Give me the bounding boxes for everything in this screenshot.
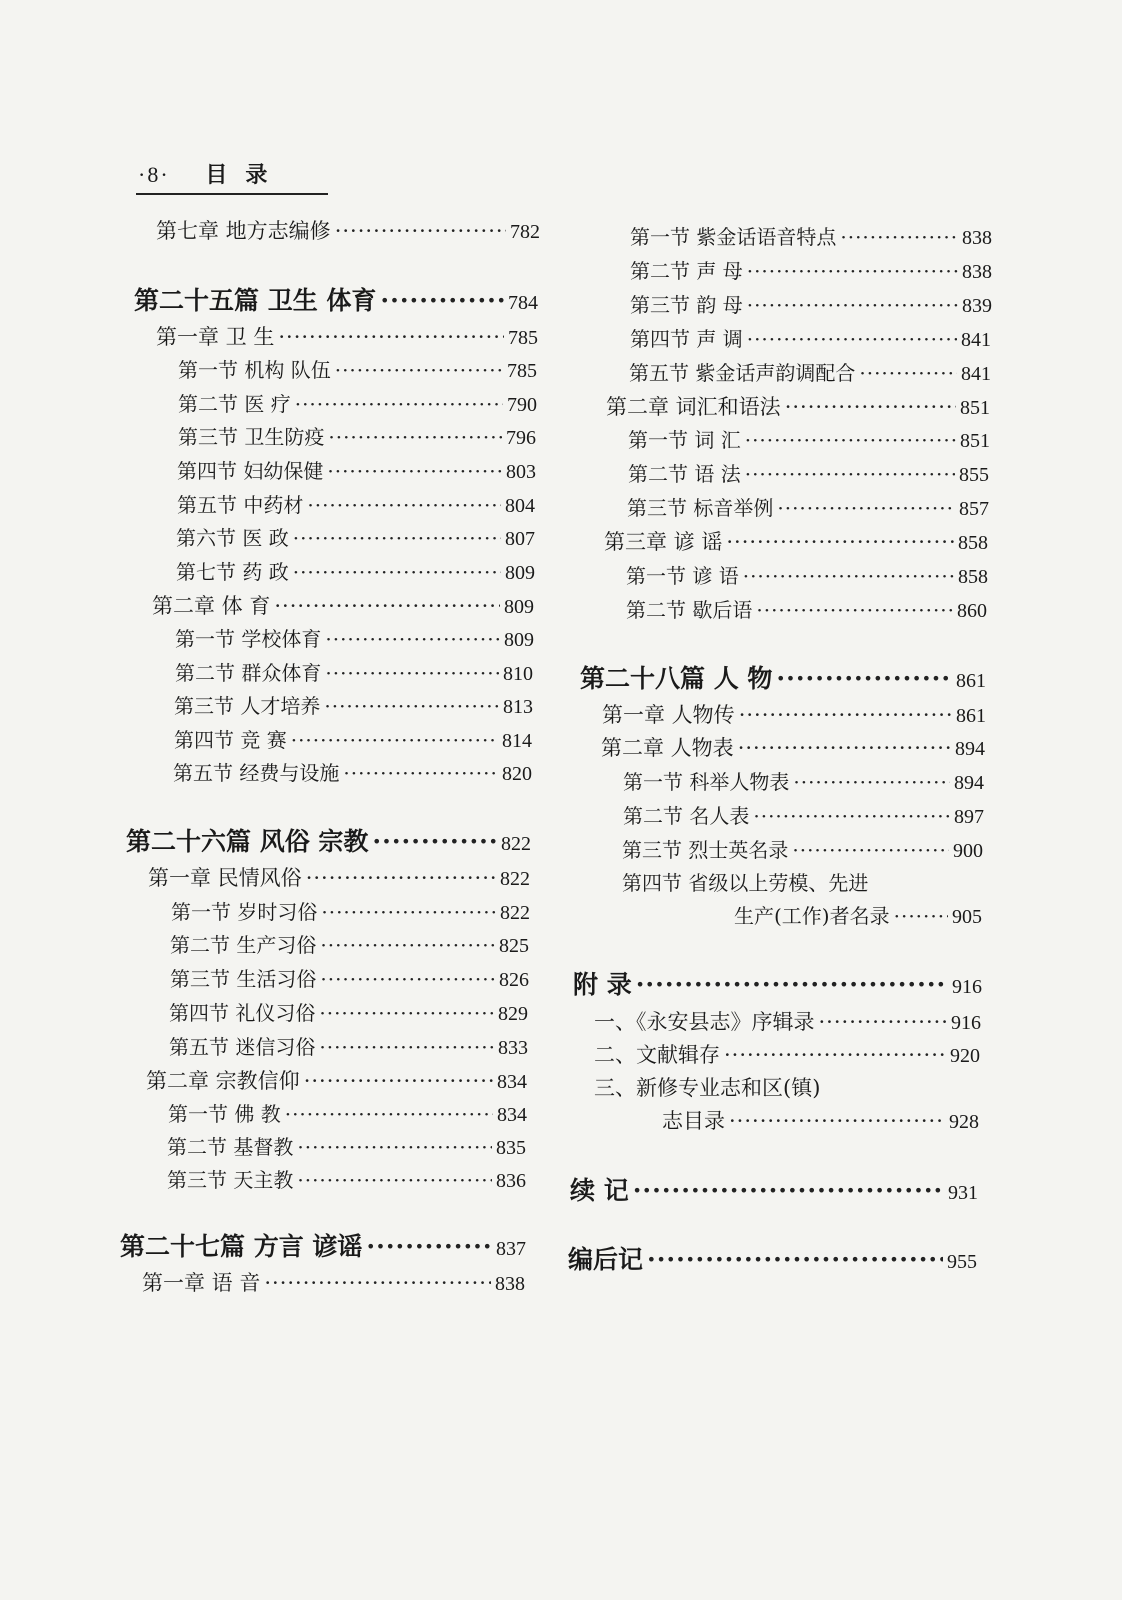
toc-entry-page: 796 <box>506 427 536 449</box>
dot-leader <box>738 733 951 763</box>
dot-leader <box>291 725 498 755</box>
toc-entry-label: 编后记 <box>568 1245 644 1274</box>
toc-entry-label: 第七节 药 政 <box>176 560 289 584</box>
dot-leader <box>747 324 957 354</box>
toc-entry-chapter <box>594 1040 980 1070</box>
toc-entry-label: 第一节 谚 语 <box>626 564 739 588</box>
toc-entry-label: 第三节 生活习俗 <box>170 967 317 991</box>
toc-entry-section <box>622 835 983 865</box>
toc-entry-label: 第一章 语 音 <box>142 1271 261 1295</box>
toc-entry-page: 822 <box>500 902 530 924</box>
dot-leader <box>304 1066 493 1096</box>
toc-entry-section <box>174 725 532 755</box>
toc-entry-section <box>178 389 537 419</box>
page-title: 目录 <box>205 162 286 188</box>
toc-entry-page: 822 <box>501 833 531 855</box>
dot-leader <box>743 561 954 591</box>
toc-entry-label: 第二十六篇 风俗 宗教 <box>126 827 369 856</box>
toc-entry-label: 第二节 歇后语 <box>626 598 753 622</box>
toc-entry-part <box>126 825 531 859</box>
toc-entry-page: 810 <box>503 663 533 685</box>
toc-entry-page: 916 <box>952 976 982 998</box>
dot-leader <box>328 422 502 452</box>
toc-entry-label: 第三节 韵 母 <box>630 293 743 317</box>
toc-entry-label: 志目录 <box>662 1109 725 1133</box>
toc-entry-page: 861 <box>956 670 986 692</box>
toc-entry-page: 841 <box>961 329 991 351</box>
toc-entry-section <box>167 1132 526 1162</box>
toc-entry-chapter <box>601 733 985 763</box>
toc-entry-page: 803 <box>506 461 536 483</box>
toc-entry-label: 第二章 词汇和语法 <box>606 395 781 419</box>
dot-leader <box>295 389 503 419</box>
toc-entry-page: 851 <box>960 430 990 452</box>
dot-leader <box>739 700 952 730</box>
toc-entry-page: 860 <box>957 600 987 622</box>
toc-entry-page: 857 <box>959 498 989 520</box>
toc-entry-label: 第二章 体 育 <box>152 594 271 618</box>
toc-entry-section <box>177 490 535 520</box>
toc-entry-section <box>169 1032 528 1062</box>
dot-leader <box>335 216 506 246</box>
toc-entry-section <box>630 290 992 320</box>
toc-entry-page: 834 <box>497 1071 527 1093</box>
toc-entry-part <box>570 1174 978 1208</box>
dot-leader <box>793 767 950 797</box>
toc-entry-label: 第三节 天主教 <box>167 1168 294 1192</box>
toc-entry-page: 838 <box>962 261 992 283</box>
toc-entry-part <box>568 1243 977 1277</box>
dot-leader <box>297 1132 492 1162</box>
toc-entry-label: 第四节 妇幼保健 <box>177 459 324 483</box>
toc-entry-page: 829 <box>498 1003 528 1025</box>
toc-entry-label: 第四节 省级以上劳模、先进 <box>622 871 869 895</box>
toc-entry-chapter <box>148 863 530 893</box>
toc-entry-label: 第三节 人才培养 <box>174 694 321 718</box>
toc-entry-label: 第一节 机构 队伍 <box>178 358 331 382</box>
toc-entry-section <box>178 422 536 452</box>
toc-entry-label: 第二章 人物表 <box>601 736 734 760</box>
dot-leader <box>319 1032 494 1062</box>
dot-leader <box>306 863 496 893</box>
dot-leader <box>776 662 952 696</box>
toc-entry-section <box>630 256 992 286</box>
toc-entry-page: 855 <box>959 464 989 486</box>
toc-entry-section <box>170 964 529 994</box>
toc-entry-label: 第三节 卫生防疫 <box>178 425 325 449</box>
toc-entry-page: 916 <box>951 1012 981 1034</box>
toc-entry-label: 生产(工作)者名录 <box>734 904 890 928</box>
toc-entry-chapter <box>594 1073 980 1103</box>
toc-entry-label: 第二节 生产习俗 <box>170 933 317 957</box>
toc-entry-label: 第一节 佛 教 <box>168 1102 281 1126</box>
dot-leader <box>894 901 948 931</box>
toc-entry-label: 续 记 <box>570 1176 629 1205</box>
dot-leader <box>307 490 501 520</box>
toc-entry-page: 820 <box>502 763 532 785</box>
toc-entry-part <box>580 662 986 696</box>
dot-leader <box>380 284 504 318</box>
dot-leader <box>278 322 504 352</box>
toc-entry-label: 第四节 声 调 <box>630 327 743 351</box>
dot-leader <box>324 691 499 721</box>
toc-entry-page: 825 <box>499 935 529 957</box>
toc-entry-page: 833 <box>498 1037 528 1059</box>
toc-entry-section <box>174 691 533 721</box>
toc-entry-page: 894 <box>954 772 984 794</box>
toc-entry-page: 897 <box>954 806 984 828</box>
dot-leader <box>274 591 500 621</box>
toc-entry-chapter <box>146 1066 527 1096</box>
toc-entry-label: 第二十七篇 方言 谚谣 <box>120 1232 363 1261</box>
dot-leader <box>753 801 950 831</box>
toc-entry-page: 900 <box>953 840 983 862</box>
dot-leader <box>647 1243 943 1277</box>
dot-leader <box>335 355 503 385</box>
toc-entry-label: 第六节 医 政 <box>176 526 289 550</box>
toc-entry-part <box>573 968 982 1002</box>
dot-leader <box>859 358 957 388</box>
toc-entry-page: 809 <box>505 562 535 584</box>
toc-entry-label: 第三节 标音举例 <box>627 496 774 520</box>
dot-leader <box>372 825 497 859</box>
toc-entry-page: 782 <box>510 221 540 243</box>
dot-leader <box>285 1099 493 1129</box>
toc-entry-chapter <box>142 1268 525 1298</box>
dot-leader <box>792 835 949 865</box>
toc-entry-section <box>627 493 989 523</box>
toc-entry-page: 858 <box>958 532 988 554</box>
toc-entry-page: 785 <box>508 327 538 349</box>
toc-entry-label: 第三章 谚 谣 <box>604 530 723 554</box>
toc-entry-section <box>167 1165 526 1195</box>
toc-entry-label: 第一章 民情风俗 <box>148 866 302 890</box>
toc-entry-page: 851 <box>960 397 990 419</box>
toc-entry-chapter <box>156 322 538 352</box>
toc-entry-chapter <box>604 527 988 557</box>
toc-entry-section <box>628 425 990 455</box>
dot-leader <box>320 930 495 960</box>
dot-leader <box>840 222 958 252</box>
dot-leader <box>320 964 495 994</box>
dot-leader <box>327 456 502 486</box>
toc-entry-section <box>626 561 988 591</box>
header-rule <box>136 193 328 195</box>
toc-entry-chapter <box>594 1007 981 1037</box>
toc-entry-label: 第一节 科举人物表 <box>623 770 790 794</box>
toc-entry-section <box>177 456 536 486</box>
toc-entry-page: 822 <box>500 868 530 890</box>
toc-entry-page: 814 <box>502 730 532 752</box>
toc-entry-page: 826 <box>499 969 529 991</box>
toc-entry-section <box>622 868 983 898</box>
toc-entry-page: 813 <box>503 696 533 718</box>
toc-entry-section <box>629 358 991 388</box>
dot-leader <box>726 527 954 557</box>
toc-entry-section <box>176 523 535 553</box>
toc-entry-label: 第二章 宗教信仰 <box>146 1069 300 1093</box>
toc-entry-page: 894 <box>955 738 985 760</box>
toc-entry-label: 第二节 基督教 <box>167 1135 294 1159</box>
dot-leader <box>745 459 955 489</box>
toc-entry-label: 第二节 群众体育 <box>175 661 322 685</box>
toc-entry-label: 第二节 语 法 <box>628 462 741 486</box>
toc-entry-label: 第一章 卫 生 <box>156 325 275 349</box>
toc-entry-page: 838 <box>495 1273 525 1295</box>
toc-entry-section <box>169 998 528 1028</box>
toc-entry-section <box>626 595 987 625</box>
toc-entry-page: 928 <box>949 1111 979 1133</box>
toc-entry-label: 二、文献辑存 <box>594 1043 720 1067</box>
dot-leader <box>366 1230 492 1264</box>
toc-entry-page: 858 <box>958 566 988 588</box>
dot-leader <box>729 1106 945 1136</box>
toc-entry-page: 834 <box>497 1104 527 1126</box>
toc-entry-page: 784 <box>508 292 538 314</box>
toc-entry-label: 一、《永安县志》序辑录 <box>594 1010 815 1034</box>
toc-entry-page: 861 <box>956 705 986 727</box>
dot-leader <box>343 758 498 788</box>
toc-entry-page: 785 <box>507 360 537 382</box>
toc-entry-section <box>623 767 984 797</box>
toc-entry-page: 790 <box>507 394 537 416</box>
dot-leader <box>819 1007 948 1037</box>
toc-entry-chapter <box>156 216 540 246</box>
page-number: ·8· <box>138 162 170 187</box>
toc-entry-section <box>175 658 533 688</box>
toc-entry-section <box>628 459 989 489</box>
dot-leader <box>293 523 501 553</box>
toc-entry-page: 838 <box>962 227 992 249</box>
toc-entry-section <box>170 930 529 960</box>
toc-entry-page: 836 <box>496 1170 526 1192</box>
dot-leader <box>264 1268 491 1298</box>
toc-entry-label: 第一节 岁时习俗 <box>171 900 318 924</box>
toc-entry-label: 第一节 学校体育 <box>175 627 322 651</box>
toc-entry-section <box>176 557 535 587</box>
toc-entry-label: 第五节 迷信习俗 <box>169 1035 316 1059</box>
toc-entry-label: 第二节 名人表 <box>623 804 750 828</box>
dot-leader <box>325 658 499 688</box>
toc-entry-section <box>630 324 991 354</box>
toc-entry-chapter <box>662 1106 979 1136</box>
toc-entry-label: 第四节 礼仪习俗 <box>169 1001 316 1025</box>
toc-entry-label: 第三节 烈士英名录 <box>622 838 789 862</box>
toc-entry-section <box>734 901 982 931</box>
toc-entry-page: 807 <box>505 528 535 550</box>
toc-entry-label: 第一节 紫金话语音特点 <box>630 225 837 249</box>
toc-entry-label: 第四节 竞 赛 <box>174 728 287 752</box>
toc-entry-page: 920 <box>950 1045 980 1067</box>
toc-entry-chapter <box>152 591 534 621</box>
toc-entry-page: 841 <box>961 363 991 385</box>
dot-leader <box>636 968 948 1002</box>
toc-entry-label: 第二十五篇 卫生 体育 <box>134 286 377 315</box>
toc-entry-label: 第二节 医 疗 <box>178 392 291 416</box>
toc-entry-page: 905 <box>952 906 982 928</box>
dot-leader <box>747 290 958 320</box>
toc-entry-section <box>173 758 532 788</box>
toc-entry-page: 837 <box>496 1238 526 1260</box>
toc-entry-chapter <box>602 700 986 730</box>
dot-leader <box>747 256 958 286</box>
toc-entry-section <box>178 355 537 385</box>
toc-entry-section <box>623 801 984 831</box>
toc-entry-label: 第五节 紫金话声韵调配合 <box>629 361 856 385</box>
dot-leader <box>319 998 494 1028</box>
toc-entry-page: 931 <box>948 1182 978 1204</box>
toc-entry-label: 第五节 中药材 <box>177 493 304 517</box>
toc-entry-label: 三、新修专业志和区(镇) <box>594 1076 821 1100</box>
dot-leader <box>724 1040 946 1070</box>
dot-leader <box>633 1174 944 1208</box>
toc-entry-page: 955 <box>947 1251 977 1273</box>
dot-leader <box>756 595 953 625</box>
toc-entry-page: 839 <box>962 295 992 317</box>
dot-leader <box>297 1165 492 1195</box>
toc-entry-label: 第一章 人物传 <box>602 703 735 727</box>
page-header <box>138 158 285 189</box>
toc-entry-label: 第五节 经费与设施 <box>173 761 340 785</box>
toc-entry-label: 第一节 词 汇 <box>628 428 741 452</box>
toc-entry-label: 第二节 声 母 <box>630 259 743 283</box>
toc-entry-part <box>134 284 538 318</box>
toc-entry-label: 附 录 <box>573 970 632 999</box>
toc-entry-chapter <box>606 392 990 422</box>
dot-leader <box>325 624 500 654</box>
toc-entry-section <box>168 1099 527 1129</box>
toc-entry-section <box>630 222 992 252</box>
dot-leader <box>293 557 501 587</box>
toc-entry-page: 809 <box>504 629 534 651</box>
toc-entry-part <box>120 1230 526 1264</box>
toc-entry-page: 804 <box>505 495 535 517</box>
dot-leader <box>785 392 956 422</box>
toc-entry-page: 809 <box>504 596 534 618</box>
toc-entry-page: 835 <box>496 1137 526 1159</box>
toc-entry-section <box>171 897 530 927</box>
dot-leader <box>321 897 496 927</box>
dot-leader <box>777 493 955 523</box>
toc-entry-section <box>175 624 534 654</box>
toc-entry-label: 第七章 地方志编修 <box>156 219 331 243</box>
dot-leader <box>745 425 956 455</box>
toc-entry-label: 第二十八篇 人 物 <box>580 664 773 693</box>
